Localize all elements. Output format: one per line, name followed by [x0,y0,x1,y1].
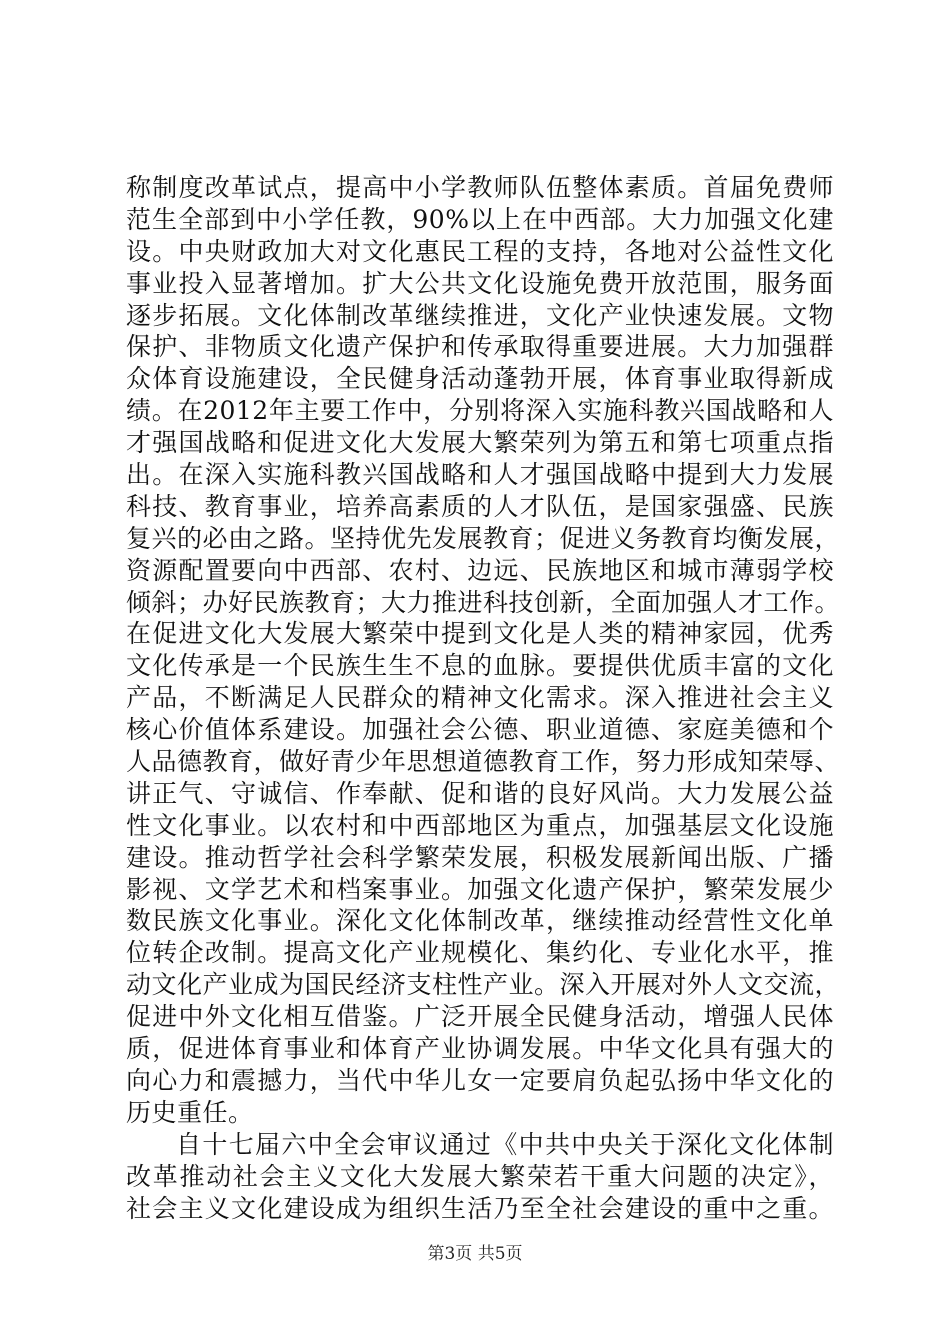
text-line: 性文化事业。以农村和中西部地区为重点，加强基层文化设施 [126,810,834,840]
text-line: 向心力和震撼力，当代中华儿女一定要肩负起弘扬中华文化的 [126,1065,834,1095]
paragraph-2 [126,1129,834,1225]
paragraph-1 [126,172,841,1129]
text-line: 核心价值体系建设。加强社会公德、职业道德、家庭美德和个 [126,715,834,745]
text-line: 产品，不断满足人民群众的精神文化需求。深入推进社会主义 [126,683,834,713]
text-line: 科技、教育事业，培养高素质的人才队伍，是国家强盛、民族 [126,491,834,521]
page-number: 第3页 共5页 [427,1244,523,1264]
text-line: 促进中外文化相互借鉴。广泛开展全民健身活动，增强人民体 [126,1002,834,1032]
text-line: 历史重任。 [126,1097,254,1127]
page-footer [0,1243,950,1265]
text-line: 人品德教育，做好青少年思想道德教育工作，努力形成知荣辱、 [126,747,841,777]
text-line: 动文化产业成为国民经济支柱性产业。深入开展对外人文交流， [126,970,841,1000]
text-line: 位转企改制。提高文化产业规模化、集约化、专业化水平，推 [126,938,834,968]
text-line: 设。中央财政加大对文化惠民工程的支持，各地对公益性文化 [126,236,834,266]
text-line: 自十七届六中全会审议通过《中共中央关于深化文化体制 [176,1129,834,1159]
text-line: 事业投入显著增加。扩大公共文化设施免费开放范围，服务面 [126,268,834,298]
text-line: 倾斜；办好民族教育；大力推进科技创新，全面加强人才工作。 [126,587,841,617]
text-line: 改革推动社会主义文化大发展大繁荣若干重大问题的决定》， [126,1161,834,1191]
text-line: 保护、非物质文化遗产保护和传承取得重要进展。大力加强群 [126,332,834,362]
text-line: 文化传承是一个民族生生不息的血脉。要提供优质丰富的文化 [126,651,834,681]
text-line: 资源配置要向中西部、农村、边远、民族地区和城市薄弱学校 [126,555,834,585]
body-text [126,172,841,1224]
text-line: 质，促进体育事业和体育产业协调发展。中华文化具有强大的 [126,1034,834,1064]
text-line: 在促进文化大发展大繁荣中提到文化是人类的精神家园，优秀 [126,619,834,649]
text-line: 数民族文化事业。深化文化体制改革，继续推动经营性文化单 [126,906,834,936]
text-line: 众体育设施建设，全民健身活动蓬勃开展，体育事业取得新成 [126,364,834,394]
text-line: 复兴的必由之路。坚持优先发展教育；促进义务教育均衡发展， [126,523,841,553]
text-line: 影视、文学艺术和档案事业。加强文化遗产保护，繁荣发展少 [126,874,834,904]
text-line: 范生全部到中小学任教，90%以上在中西部。大力加强文化建 [126,204,834,234]
text-line: 绩。在2012年主要工作中，分别将深入实施科教兴国战略和人 [126,396,834,426]
text-line: 称制度改革试点，提高中小学教师队伍整体素质。首届免费师 [126,173,834,202]
text-line: 出。在深入实施科教兴国战略和人才强国战略中提到大力发展 [126,460,834,490]
text-line: 才强国战略和促进文化大发展大繁荣列为第五和第七项重点指 [126,428,834,458]
text-line: 建设。推动哲学社会科学繁荣发展，积极发展新闻出版、广播 [126,842,834,872]
text-line: 逐步拓展。文化体制改革继续推进，文化产业快速发展。文物 [126,300,834,330]
text-line: 讲正气、守诚信、作奉献、促和谐的良好风尚。大力发展公益 [126,778,834,808]
text-line: 社会主义文化建设成为组织生活乃至全社会建设的重中之重。 [126,1193,834,1223]
